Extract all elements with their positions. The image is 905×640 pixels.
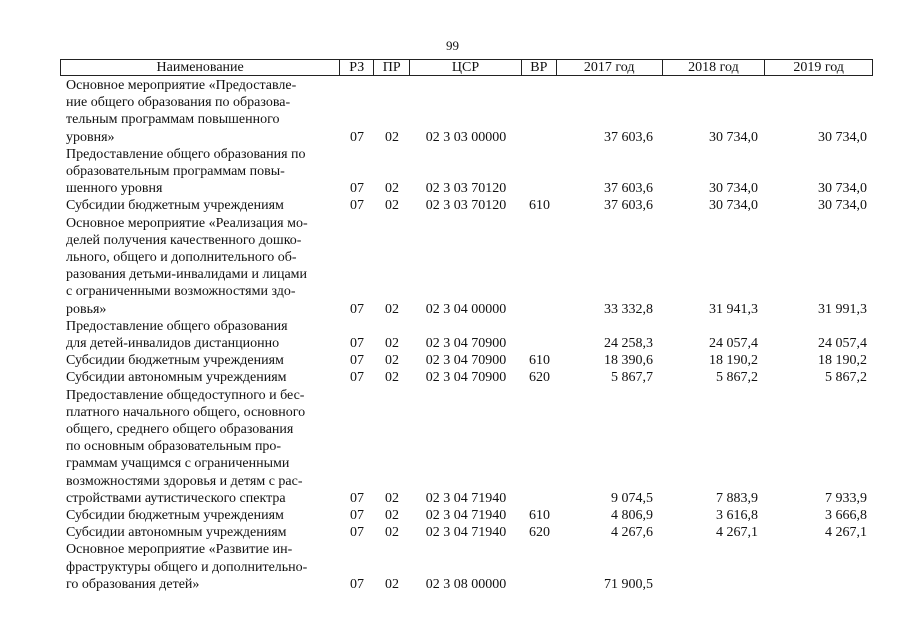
amount-2018-cell: 30 734,0 — [709, 129, 758, 145]
rz-cell: 07 — [350, 508, 364, 524]
table-row — [60, 387, 873, 507]
row-name — [60, 318, 340, 352]
rz-cell: 07 — [350, 129, 364, 145]
vr-cell: 610 — [529, 353, 550, 369]
row-name — [60, 507, 340, 524]
pr-cell: 02 — [385, 336, 399, 352]
amount-2019-cell: 18 190,2 — [818, 353, 867, 369]
csr-cell: 02 3 03 00000 — [425, 129, 507, 145]
amount-2017-cell: 37 603,6 — [604, 129, 653, 145]
row-name — [60, 524, 340, 541]
row-name-line: образовательным программам повы- — [66, 164, 285, 180]
amount-2019-cell: 24 057,4 — [818, 336, 867, 352]
row-name-line: Субсидии бюджетным учреждениям — [66, 198, 284, 214]
amount-2017-cell: 37 603,6 — [604, 198, 653, 214]
vr-cell: 610 — [529, 508, 550, 524]
csr-cell: 02 3 04 70900 — [425, 353, 507, 369]
table-row — [60, 369, 873, 386]
rz-cell: 07 — [350, 336, 364, 352]
table-row — [60, 541, 873, 593]
pr-cell: 02 — [385, 353, 399, 369]
page-number: 99 — [446, 38, 459, 53]
row-name-line: ние общего образования по образова- — [66, 95, 291, 111]
table-row — [60, 524, 873, 541]
amount-2017-cell: 71 900,5 — [604, 576, 653, 592]
row-name-line: Основное мероприятие «Развитие ин- — [66, 542, 293, 558]
row-name-line: льного, общего и дополнительного об- — [66, 250, 297, 266]
csr-cell: 02 3 04 71940 — [425, 508, 507, 524]
amount-2019-cell: 3 666,8 — [825, 508, 867, 524]
row-name-line: Предоставление общего образования — [66, 318, 288, 334]
table-row — [60, 318, 873, 352]
amount-2019-cell: 4 267,1 — [825, 525, 867, 541]
pr-cell: 02 — [385, 370, 399, 386]
row-name-line: граммам учащимся с ограниченными — [66, 456, 290, 472]
rz-cell: 07 — [350, 525, 364, 541]
csr-cell: 02 3 03 70120 — [425, 181, 507, 197]
row-name-line: Субсидии бюджетным учреждениям — [66, 353, 284, 369]
rz-cell: 07 — [350, 490, 364, 506]
row-name-line: Основное мероприятие «Реализация мо- — [66, 215, 308, 231]
row-name-line: для детей-инвалидов дистанционно — [66, 336, 280, 352]
amount-2017-cell: 24 258,3 — [604, 336, 653, 352]
vr-cell: 620 — [529, 370, 550, 386]
amount-2017-cell: 9 074,5 — [611, 490, 653, 506]
row-name-line: общего, среднего общего образования — [66, 422, 294, 438]
row-name-line: разования детьми-инвалидами и лицами — [66, 267, 308, 283]
header-2017: 2017 год — [557, 60, 663, 75]
table-body — [60, 77, 873, 593]
header-pr: ПР — [374, 60, 410, 75]
row-name-line: уровня» — [66, 129, 115, 145]
row-name — [60, 146, 340, 198]
csr-cell: 02 3 04 00000 — [425, 301, 507, 317]
row-name-line: Предоставление общего образования по — [66, 146, 306, 162]
amount-2019-cell: 31 991,3 — [818, 301, 867, 317]
row-name — [60, 369, 340, 386]
pr-cell: 02 — [385, 576, 399, 592]
csr-cell: 02 3 03 70120 — [425, 198, 507, 214]
csr-cell: 02 3 08 00000 — [425, 576, 507, 592]
row-name-line: по основным образовательным про- — [66, 439, 282, 455]
header-name: Наименование — [61, 60, 340, 75]
rz-cell: 07 — [350, 576, 364, 592]
rz-cell: 07 — [350, 301, 364, 317]
table-row — [60, 352, 873, 369]
csr-cell: 02 3 04 70900 — [425, 336, 507, 352]
row-name-line: Субсидии автономным учреждениям — [66, 370, 287, 386]
amount-2018-cell: 30 734,0 — [709, 181, 758, 197]
table-row — [60, 507, 873, 524]
table-row — [60, 77, 873, 146]
row-name-line: тельным программам повышенного — [66, 112, 280, 128]
row-name-line: Основное мероприятие «Предоставле- — [66, 78, 297, 93]
row-name-line: платного начального общего, основного — [66, 404, 306, 420]
pr-cell: 02 — [385, 508, 399, 524]
row-name-line: Субсидии бюджетным учреждениям — [66, 508, 284, 524]
row-name-line: Предоставление общедоступного и бес- — [66, 387, 305, 403]
amount-2017-cell: 4 806,9 — [611, 508, 653, 524]
pr-cell: 02 — [385, 490, 399, 506]
row-name — [60, 77, 340, 146]
row-name-line: делей получения качественного дошко- — [66, 232, 302, 248]
amount-2017-cell: 33 332,8 — [604, 301, 653, 317]
table-row — [60, 146, 873, 198]
table-header — [60, 59, 873, 76]
amount-2018-cell: 4 267,1 — [716, 525, 758, 541]
amount-2018-cell: 3 616,8 — [716, 508, 758, 524]
amount-2019-cell: 5 867,2 — [825, 370, 867, 386]
rz-cell: 07 — [350, 353, 364, 369]
pr-cell: 02 — [385, 525, 399, 541]
row-name — [60, 541, 340, 593]
row-name — [60, 197, 340, 214]
amount-2018-cell: 31 941,3 — [709, 301, 758, 317]
rz-cell: 07 — [350, 198, 364, 214]
row-name — [60, 387, 340, 507]
pr-cell: 02 — [385, 198, 399, 214]
table-row — [60, 197, 873, 214]
rz-cell: 07 — [350, 370, 364, 386]
pr-cell: 02 — [385, 301, 399, 317]
vr-cell: 610 — [529, 198, 550, 214]
amount-2019-cell: 30 734,0 — [818, 129, 867, 145]
vr-cell: 620 — [529, 525, 550, 541]
row-name-line: шенного уровня — [66, 181, 163, 197]
amount-2017-cell: 37 603,6 — [604, 181, 653, 197]
row-name-line: с ограниченными возможностями здо- — [66, 284, 296, 300]
amount-2019-cell: 30 734,0 — [818, 181, 867, 197]
pr-cell: 02 — [385, 129, 399, 145]
amount-2019-cell: 7 933,9 — [825, 490, 867, 506]
table-row — [60, 215, 873, 318]
header-rz: РЗ — [340, 60, 374, 75]
row-name-line: возможностями здоровья и детям с рас- — [66, 473, 303, 489]
amount-2017-cell: 5 867,7 — [611, 370, 653, 386]
row-name-line: Субсидии автономным учреждениям — [66, 525, 287, 541]
amount-2017-cell: 4 267,6 — [611, 525, 653, 541]
row-name — [60, 215, 340, 318]
amount-2019-cell: 30 734,0 — [818, 198, 867, 214]
row-name-line: го образования детей» — [66, 576, 200, 592]
amount-2018-cell: 24 057,4 — [709, 336, 758, 352]
amount-2018-cell: 5 867,2 — [716, 370, 758, 386]
csr-cell: 02 3 04 71940 — [425, 490, 507, 506]
row-name-line: стройствами аутистического спектра — [66, 490, 286, 506]
header-2019: 2019 год — [793, 60, 844, 75]
header-vr: ВР — [522, 60, 557, 75]
row-name — [60, 352, 340, 369]
row-name-line: фраструктуры общего и дополнительно- — [66, 559, 308, 575]
csr-cell: 02 3 04 71940 — [425, 525, 507, 541]
csr-cell: 02 3 04 70900 — [425, 370, 507, 386]
amount-2018-cell: 18 190,2 — [709, 353, 758, 369]
header-2018: 2018 год — [663, 60, 766, 75]
rz-cell: 07 — [350, 181, 364, 197]
amount-2018-cell: 7 883,9 — [716, 490, 758, 506]
row-name-line: ровья» — [66, 301, 107, 317]
pr-cell: 02 — [385, 181, 399, 197]
header-csr: ЦСР — [410, 60, 522, 75]
amount-2017-cell: 18 390,6 — [604, 353, 653, 369]
amount-2018-cell: 30 734,0 — [709, 198, 758, 214]
